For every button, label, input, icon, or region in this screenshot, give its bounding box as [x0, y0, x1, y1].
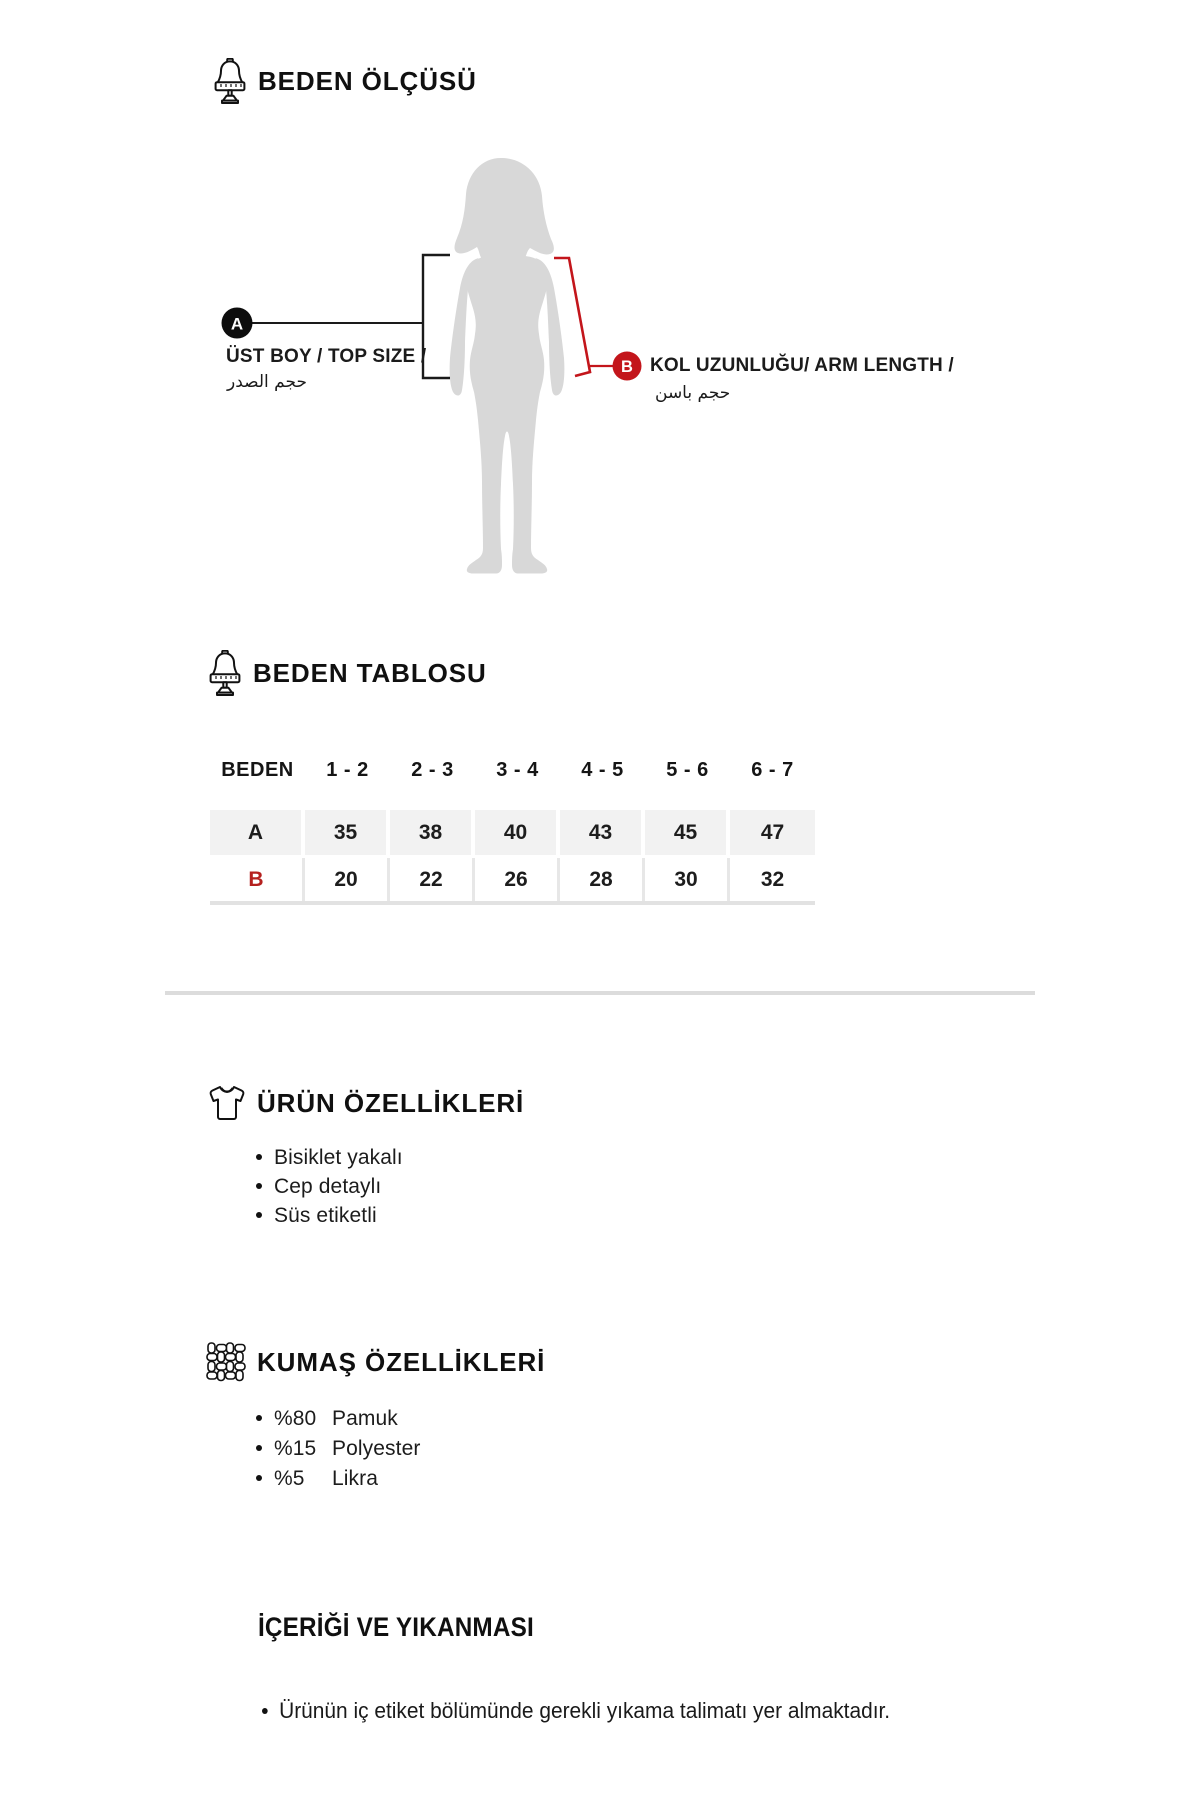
child-silhouette-body: [466, 255, 547, 574]
table-cell: 26: [475, 858, 560, 901]
table-cell: 22: [390, 858, 475, 901]
table-cell: 47: [730, 810, 815, 855]
fabric-features-title: KUMAŞ ÖZELLİKLERİ: [257, 1346, 546, 1377]
bullet-icon: [256, 1475, 262, 1481]
marker-a-badge: [222, 308, 253, 339]
fabric-name: Likra: [332, 1467, 379, 1490]
header-cell: BEDEN: [221, 758, 294, 781]
marker-a-label-arabic: حجم الصدر: [227, 372, 307, 392]
size-measure-heading: [213, 58, 477, 104]
table-cell: 45: [645, 810, 730, 855]
size-table-title: BEDEN TABLOSU: [253, 657, 487, 688]
list-item: [256, 1467, 420, 1491]
marker-b-label-arabic: حجم باسن: [655, 383, 731, 403]
product-features-title: ÜRÜN ÖZELLİKLERİ: [257, 1087, 525, 1118]
table-cell: 38: [390, 810, 475, 855]
marker-a-label: ÜST BOY / TOP SIZE /: [226, 346, 427, 367]
care-heading: İÇERİĞİ VE YIKANMASI: [258, 1612, 534, 1642]
bullet-icon: [256, 1154, 262, 1160]
section-divider: [165, 991, 1035, 995]
list-item: [256, 1204, 403, 1228]
bullet-icon: [262, 1708, 268, 1714]
fabric-name: Pamuk: [332, 1407, 398, 1430]
header-cell: 5 - 6: [666, 758, 709, 781]
header-cell: 6 - 7: [751, 758, 794, 781]
fabric-pct: %80: [274, 1407, 317, 1430]
table-cell: 32: [730, 858, 815, 901]
header-cell: 2 - 3: [411, 758, 454, 781]
header-cell: 4 - 5: [581, 758, 624, 781]
feature-text: Cep detaylı: [274, 1175, 382, 1198]
child-silhouette: [455, 158, 554, 261]
table-cell: 43: [560, 810, 645, 855]
bullet-icon: [256, 1183, 262, 1189]
table-cell: 30: [645, 858, 730, 901]
marker-b-letter: B: [621, 358, 633, 376]
size-table-row-b: [210, 858, 815, 905]
header-cell: 1 - 2: [326, 758, 369, 781]
fabric-name: Polyester: [332, 1437, 421, 1460]
row-label: B: [210, 858, 305, 901]
marker-b-badge: [613, 352, 642, 381]
header-cell: 3 - 4: [496, 758, 539, 781]
fabric-weave-icon: [206, 1342, 246, 1382]
list-item: [256, 1146, 403, 1170]
size-table: [210, 752, 815, 905]
mannequin-icon: [208, 650, 242, 696]
bullet-icon: [256, 1415, 262, 1421]
fabric-features-list: [256, 1407, 420, 1491]
row-label: A: [210, 810, 305, 855]
care-text: Ürünün iç etiket bölümünde gerekli yıkama talimatı yer almaktadır.: [279, 1698, 891, 1723]
size-table-header-row: [210, 752, 815, 788]
product-features-heading: [208, 1084, 524, 1122]
table-cell: 35: [305, 810, 390, 855]
fabric-pct: %15: [274, 1437, 317, 1460]
tshirt-icon: [208, 1084, 246, 1122]
size-table-row-a: [210, 810, 815, 855]
list-item: [256, 1175, 403, 1199]
fabric-pct: %5: [274, 1467, 305, 1490]
bullet-icon: [256, 1445, 262, 1451]
feature-text: Süs etiketli: [274, 1204, 377, 1227]
table-cell: 20: [305, 858, 390, 901]
care-list-item: [262, 1694, 927, 1727]
fabric-features-heading: [206, 1342, 545, 1382]
list-item: [256, 1407, 420, 1431]
mannequin-icon: [213, 58, 247, 104]
product-features-list: [256, 1146, 403, 1228]
bullet-icon: [256, 1212, 262, 1218]
list-item: [256, 1437, 420, 1461]
size-measure-title: BEDEN ÖLÇÜSÜ: [258, 65, 477, 96]
table-cell: 40: [475, 810, 560, 855]
marker-a-letter: A: [230, 314, 244, 334]
size-table-heading: [208, 650, 487, 696]
marker-b-label: KOL UZUNLUĞU/ ARM LENGTH /: [650, 355, 954, 376]
table-cell: 28: [560, 858, 645, 901]
feature-text: Bisiklet yakalı: [274, 1146, 403, 1169]
